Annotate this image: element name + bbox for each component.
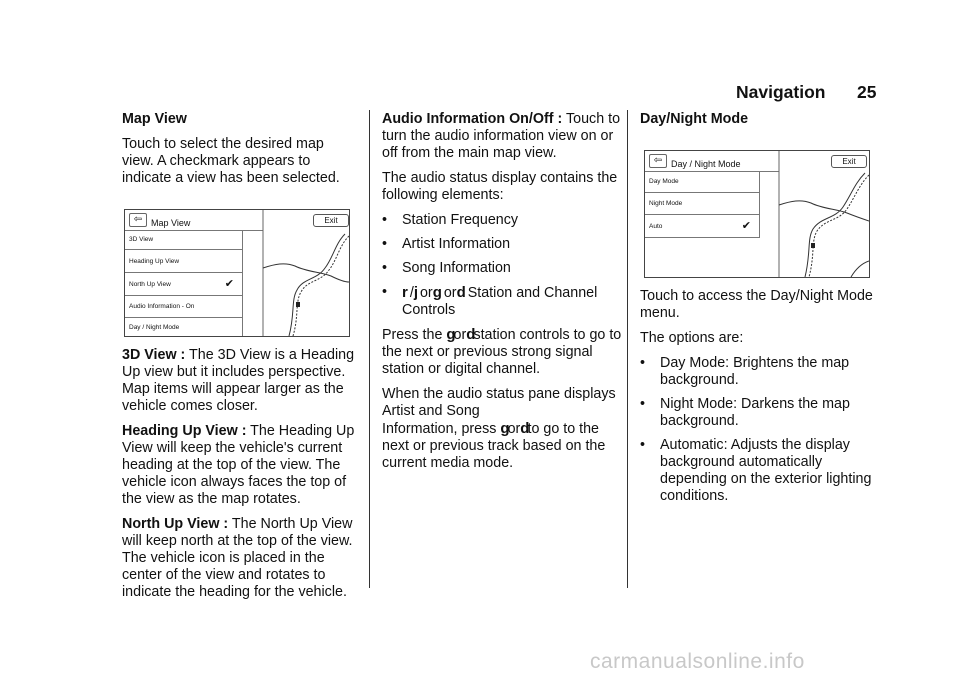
list-item: • Artist Information <box>382 236 511 252</box>
heading-up-paragraph: Heading Up View : The Heading Up View will keep the vehicle's current heading at the top of the view. The vehicle icon always faces the top of the view as the map rotates. <box>122 423 355 507</box>
section-title: Navigation <box>736 82 826 102</box>
map-roads-graphic <box>125 210 349 336</box>
page-number: 25 <box>857 82 877 102</box>
day-night-heading: Day/Night Mode <box>640 111 749 127</box>
column-divider <box>627 110 628 588</box>
seek-back-icon: g <box>446 326 454 343</box>
list-item: • Station Frequency <box>382 212 519 228</box>
options-intro: The options are: <box>640 330 744 346</box>
back-arrow-icon: ⇦ <box>129 213 147 227</box>
screen-title: Map View <box>151 218 191 228</box>
play-icon: r <box>402 284 406 301</box>
list-item: • Song Information <box>382 260 511 276</box>
menu-item: Day Mode <box>645 171 759 193</box>
menu-item: North Up View ✔ <box>125 273 242 296</box>
day-night-screenshot <box>644 150 870 278</box>
north-up-paragraph: North Up View : The North Up View will keep north at the top of the view. The vehicle icon is placed in the center of the view and rotates to indicate the heading for the vehicle. <box>122 516 353 600</box>
artist-song-paragraph: When the audio status pane displays Artist and Song Information, press gordto go to the next or previous track based on the current media mode. <box>382 386 616 471</box>
seek-back-icon: g <box>500 420 508 437</box>
seek-back-icon: g <box>432 284 440 301</box>
menu-item: Heading Up View <box>125 250 242 273</box>
menu-item: Auto ✔ <box>645 215 759 237</box>
exit-button: Exit <box>313 214 349 227</box>
menu-item: Day / Night Mode <box>129 323 180 331</box>
menu-item: 3D View <box>125 230 242 250</box>
column-2 <box>382 111 622 472</box>
list-item: • Day Mode: Brightens the map background. <box>640 355 850 388</box>
watermark: carmanualsonline.info <box>590 650 805 673</box>
press-station-paragraph: Press the gordstation controls to go to the next or previous strong signal station or digital channel. <box>382 326 622 377</box>
seek-forward-icon: d <box>466 326 474 343</box>
map-view-screenshot <box>124 209 350 337</box>
column-1 <box>122 111 358 609</box>
menu-item: Audio Information - On <box>125 296 242 318</box>
seek-forward-icon: d <box>456 284 464 301</box>
checkmark-icon: ✔ <box>741 219 751 232</box>
map-view-heading: Map View <box>122 111 187 127</box>
column-divider <box>369 110 370 588</box>
list-item: • Automatic: Adjusts the display background automatically depending on the exterior lighting conditions. <box>640 437 872 504</box>
audio-status-intro: The audio status display contains the following elements: <box>382 170 618 203</box>
screen-title: Day / Night Mode <box>671 159 741 169</box>
map-view-intro: Touch to select the desired map view. A checkmark appears to indicate a view has been selected. <box>122 136 340 186</box>
day-night-intro: Touch to access the Day/Night Mode menu. <box>640 288 873 321</box>
pause-icon: j <box>413 284 416 301</box>
audio-info-paragraph: Audio Information On/Off : Touch to turn the audio information view on or off from the main map view. <box>382 111 621 161</box>
checkmark-icon: ✔ <box>224 277 234 290</box>
menu-item: Night Mode <box>645 193 759 215</box>
map-roads-graphic <box>645 151 869 277</box>
exit-button: Exit <box>831 155 867 168</box>
3d-view-paragraph: 3D View : The 3D View is a Heading Up view but it includes perspective. Map items will appear larger as the vehicle comes closer. <box>122 347 355 414</box>
list-item: • Night Mode: Darkens the map background. <box>640 396 850 429</box>
back-arrow-icon: ⇦ <box>649 154 667 168</box>
seek-forward-icon: d <box>520 420 528 437</box>
column-3 <box>640 111 876 512</box>
list-item: • r /j org ord Station and Channel Controls <box>382 284 598 318</box>
